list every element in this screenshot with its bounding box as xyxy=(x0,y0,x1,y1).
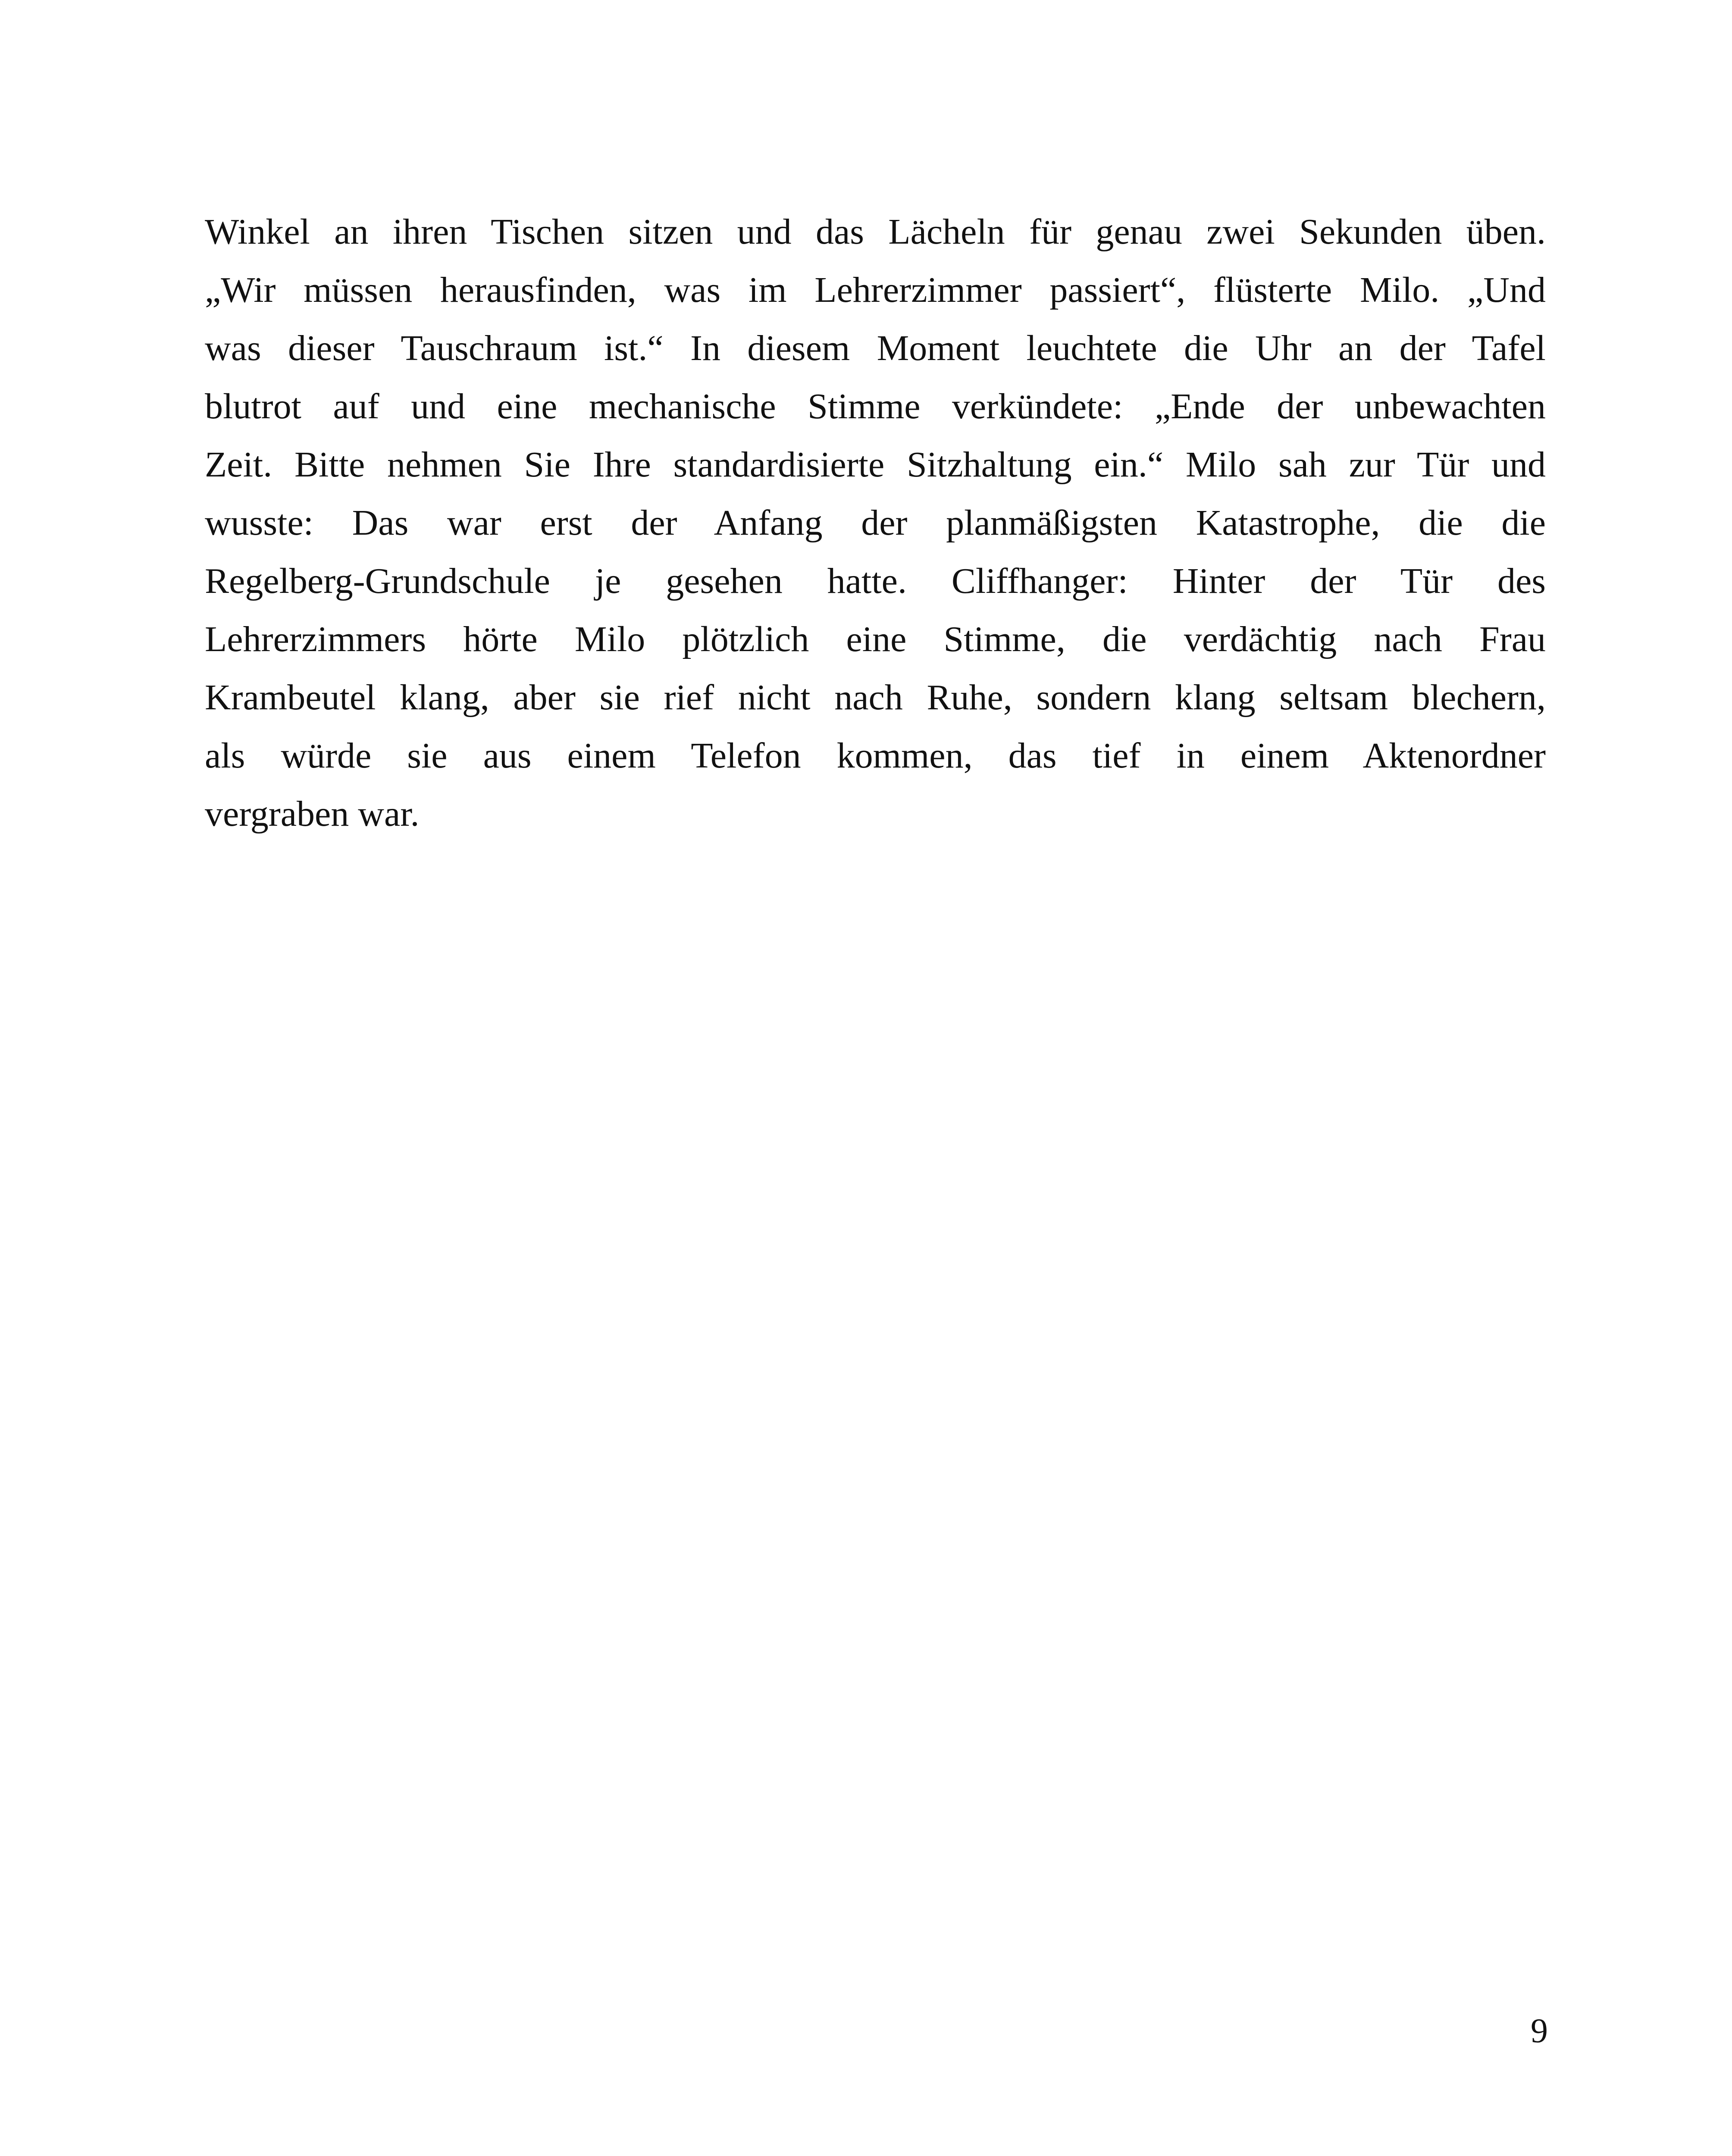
text-line: vergraben war. xyxy=(205,794,420,834)
text-line: „Wir müssen herausfinden, was im Lehrerzimmer passiert“, flüsterte Milo. „Und xyxy=(205,270,1546,310)
text-line: wusste: Das war erst der Anfang der planmäßigsten Katastrophe, die die xyxy=(205,503,1546,543)
text-line: was dieser Tauschraum ist.“ In diesem Moment leuchtete die Uhr an der Tafel xyxy=(205,328,1546,368)
text-line: Krambeutel klang, aber sie rief nicht nach Ruhe, sondern klang seltsam blechern, xyxy=(205,677,1546,718)
text-line: Regelberg-Grundschule je gesehen hatte. Cliffhanger: Hinter der Tür des xyxy=(205,561,1546,601)
body-paragraph xyxy=(205,203,1546,843)
text-line: blutrot auf und eine mechanische Stimme verkündete: „Ende der unbewachten xyxy=(205,386,1546,426)
text-line: als würde sie aus einem Telefon kommen, das tief in einem Aktenordner xyxy=(205,736,1546,776)
text-line: Winkel an ihren Tischen sitzen und das Lächeln für genau zwei Sekunden üben. xyxy=(205,212,1546,252)
text-line: Zeit. Bitte nehmen Sie Ihre standardisierte Sitzhaltung ein.“ Milo sah zur Tür und xyxy=(205,445,1546,485)
page-number: 9 xyxy=(1531,2012,1548,2050)
text-line: Lehrerzimmers hörte Milo plötzlich eine Stimme, die verdächtig nach Frau xyxy=(205,619,1546,659)
